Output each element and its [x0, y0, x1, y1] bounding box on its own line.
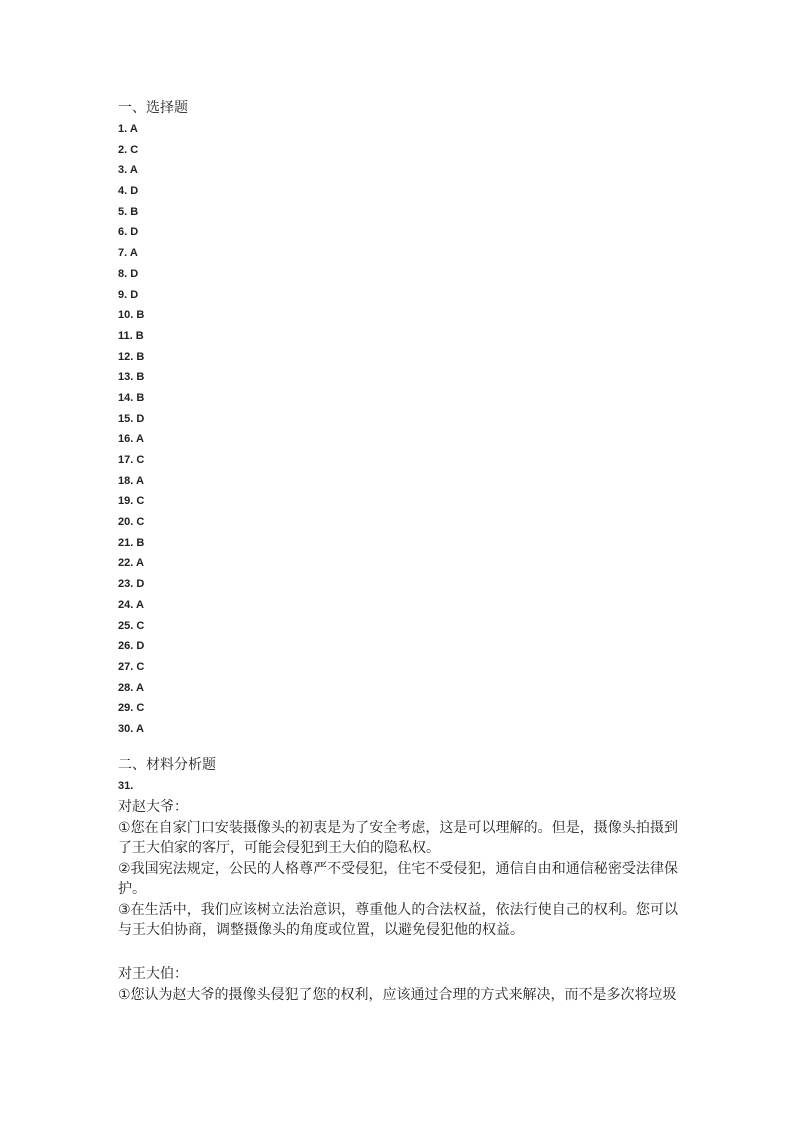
- answer-item: 18. A: [118, 474, 144, 487]
- answer-item: 15. D: [118, 412, 145, 425]
- answer-list: [118, 119, 678, 740]
- paragraph-gap: [118, 941, 678, 963]
- answer-item: 6. D: [118, 226, 139, 239]
- answer-item: 16. A: [118, 433, 144, 446]
- answer-item: 22. A: [118, 557, 144, 570]
- answer-item: 27. C: [118, 660, 145, 673]
- answer-item: 24. A: [118, 598, 144, 611]
- section-gap: [118, 740, 678, 754]
- answer-point: ③在生活中，我们应该树立法治意识，尊重他人的合法权益，依法行使自己的权利。您可以与王大伯协商，调整摄像头的角度或位置，以避免侵犯他的权益。: [118, 901, 678, 939]
- answer-item: 19. C: [118, 495, 145, 508]
- answer-item: 10. B: [118, 309, 145, 322]
- answer-item: 4. D: [118, 185, 139, 198]
- answer-item: 8. D: [118, 267, 139, 280]
- document-page: [118, 97, 678, 1005]
- answer-item: 11. B: [118, 329, 144, 342]
- answer-item: 12. B: [118, 350, 145, 363]
- answer-item: 17. C: [118, 454, 145, 466]
- answer-item: 30. A: [118, 722, 144, 735]
- answer-item: 7. A: [118, 247, 138, 260]
- answer-point: ①您认为赵大爷的摄像头侵犯了您的权利，应该通过合理的方式来解决，而不是多次将垃圾: [118, 986, 677, 1003]
- answer-item: 1. A: [118, 123, 138, 135]
- answer-item: 23. D: [118, 578, 145, 591]
- answer-item: 28. A: [118, 681, 144, 694]
- answer-item: 20. C: [118, 516, 145, 529]
- answer-item: 2. C: [118, 143, 139, 156]
- answer-item: 3. A: [118, 164, 138, 177]
- answer-item: 13. B: [118, 371, 145, 384]
- answer-item: 25. C: [118, 619, 145, 632]
- answer-item: 5. B: [118, 205, 139, 218]
- paragraph-heading-wang: 对王大伯：: [118, 965, 188, 982]
- paragraph-heading-zhao: 对赵大爷：: [118, 798, 188, 815]
- answer-item: 21. B: [118, 536, 145, 549]
- section-title-material-analysis: 二、材料分析题: [118, 756, 216, 773]
- question-number: 31.: [118, 779, 134, 792]
- answer-point: ②我国宪法规定，公民的人格尊严不受侵犯，住宅不受侵犯，通信自由和通信秘密受法律保护。: [118, 860, 678, 898]
- answer-item: 9. D: [118, 288, 139, 301]
- answer-item: 29. C: [118, 702, 145, 715]
- answer-item: 14. B: [118, 391, 145, 404]
- answer-point: ①您在自家门口安装摄像头的初衷是为了安全考虑，这是可以理解的。但是，摄像头拍摄到了王大伯家的客厅，可能会侵犯到王大伯的隐私权。: [118, 819, 678, 857]
- answer-item: 26. D: [118, 640, 145, 653]
- section-title-multiple-choice: 一、选择题: [118, 100, 188, 116]
